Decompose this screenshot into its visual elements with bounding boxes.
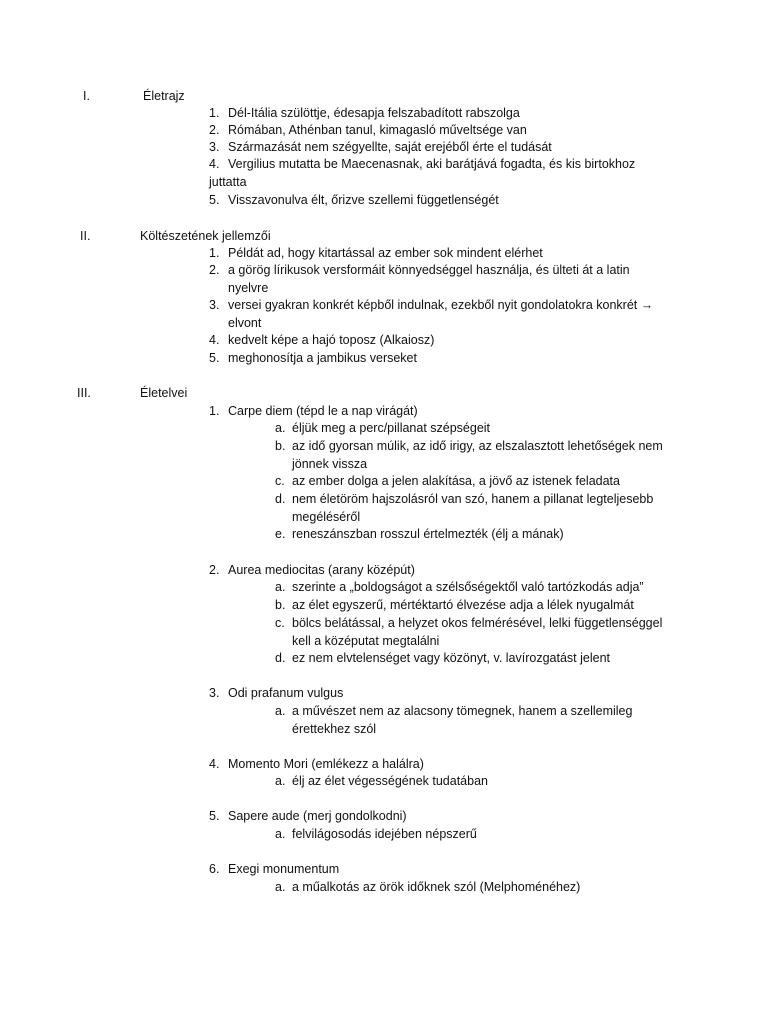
sub-item-letter: a. <box>275 774 286 788</box>
sub-list-item <box>275 650 675 668</box>
item-number: 2. <box>209 263 220 277</box>
sub-item-text: éljük meg a perc/pillanat szépségeit <box>292 421 491 435</box>
item-text: Carpe diem (tépd le a nap virágát) <box>228 404 418 418</box>
sub-item-text: az élet egyszerű, mértéktartó élvezése adja a lélek nyugalmát <box>292 598 634 612</box>
sub-list-item <box>275 597 675 615</box>
section-number: I. <box>83 89 90 103</box>
item-text: versei gyakran konkrét képből indulnak, ezekből nyit gondolatokra konkrét → elvont <box>228 298 654 330</box>
item-number: 5. <box>209 809 220 823</box>
list-item <box>209 562 679 580</box>
item-text: Aurea mediocitas (arany középút) <box>228 563 415 577</box>
item-text: Példát ad, hogy kitartással az ember sok mindent elérhet <box>228 246 543 260</box>
sub-list-item <box>275 491 670 526</box>
item-text: Visszavonulva élt, őrizve szellemi függetlenségét <box>228 193 499 207</box>
sub-item-text: reneszánszban rosszul értelmezték (élj a mának) <box>292 527 564 541</box>
section-title: Életelvei <box>140 386 188 400</box>
item-number: 1. <box>209 404 220 418</box>
item-number: 5. <box>209 193 220 207</box>
sub-item-letter: a. <box>275 827 286 841</box>
sub-list-item <box>275 703 650 738</box>
list-item <box>209 105 679 123</box>
sub-item-text: az idő gyorsan múlik, az idő irigy, az elszalasztott lehetőségek nem jönnek vissza <box>292 439 663 471</box>
sub-list-item <box>275 773 675 791</box>
item-number: 1. <box>209 106 220 120</box>
section-number: II. <box>80 229 91 243</box>
sub-item-letter: b. <box>275 598 286 612</box>
sub-list-item <box>275 526 675 544</box>
sub-item-text: a művészet nem az alacsony tömegnek, hanem a szellemileg érettekhez szól <box>292 704 633 736</box>
item-number: 5. <box>209 351 220 365</box>
item-text: Sapere aude (merj gondolkodni) <box>228 809 407 823</box>
sub-list-item <box>275 420 675 438</box>
section-title: Költészetének jellemzői <box>140 229 271 243</box>
list-item <box>209 297 677 332</box>
list-item <box>209 262 664 297</box>
list-item <box>209 122 679 140</box>
sub-list-item <box>275 826 675 844</box>
sub-item-text: szerinte a „boldogságot a szélsőségektől való tartózkodás adja” <box>292 580 644 594</box>
sub-item-letter: a. <box>275 580 286 594</box>
sub-item-letter: e. <box>275 527 286 541</box>
item-number: 4. <box>209 757 220 771</box>
sub-item-text: felvilágosodás idejében népszerű <box>292 827 477 841</box>
sub-item-text: a műalkotás az örök időknek szól (Melphoménéhez) <box>292 880 581 894</box>
item-text: Rómában, Athénban tanul, kimagasló műveltsége van <box>228 123 527 137</box>
sub-list-item <box>275 579 675 597</box>
item-number: 3. <box>209 686 220 700</box>
sub-list-item <box>275 879 675 897</box>
sub-list-item <box>275 615 675 650</box>
section-number: III. <box>77 386 91 400</box>
list-item <box>209 350 679 368</box>
section-title: Életrajz <box>143 89 185 103</box>
sub-item-letter: a. <box>275 704 286 718</box>
list-item <box>209 685 679 703</box>
sub-list-item <box>275 438 670 473</box>
sub-item-letter: d. <box>275 492 286 506</box>
list-item <box>209 156 669 191</box>
item-number: 1. <box>209 246 220 260</box>
sub-item-text: élj az élet végességének tudatában <box>292 774 488 788</box>
list-item <box>209 403 679 421</box>
sub-item-letter: d. <box>275 651 286 665</box>
item-text: Vergilius mutatta be Maecenasnak, aki barátjává fogadta, és kis birtokhoz juttatta <box>209 157 636 189</box>
sub-list-item <box>275 473 675 491</box>
list-item <box>209 808 679 826</box>
item-number: 2. <box>209 563 220 577</box>
sub-item-text: bölcs belátással, a helyzet okos felmérésével, lelki függetlenséggel kell a középutat megtalálni <box>292 616 663 648</box>
sub-item-letter: a. <box>275 421 286 435</box>
item-number: 2. <box>209 123 220 137</box>
item-text: Dél-Itália szülöttje, édesapja felszabadított rabszolga <box>228 106 520 120</box>
item-text: Exegi monumentum <box>228 862 340 876</box>
sub-item-text: ez nem elvtelenséget vagy közönyt, v. lavírozgatást jelent <box>292 651 610 665</box>
item-text: Odi prafanum vulgus <box>228 686 344 700</box>
item-text: Származását nem szégyellte, saját erejéből érte el tudását <box>228 140 552 154</box>
item-text: a görög lírikusok versformáit könnyedséggel használja, és ülteti át a latin nyelvre <box>228 263 630 295</box>
list-item <box>209 245 679 263</box>
item-number: 3. <box>209 140 220 154</box>
item-text: meghonosítja a jambikus verseket <box>228 351 417 365</box>
item-number: 4. <box>209 157 220 171</box>
item-number: 6. <box>209 862 220 876</box>
item-text: kedvelt képe a hajó toposz (Alkaiosz) <box>228 333 435 347</box>
list-item <box>209 756 679 774</box>
list-item <box>209 332 679 350</box>
item-text: Momento Mori (emlékezz a halálra) <box>228 757 424 771</box>
sub-item-letter: b. <box>275 439 286 453</box>
list-item <box>209 139 679 157</box>
sub-item-text: az ember dolga a jelen alakítása, a jövő az istenek feladata <box>292 474 620 488</box>
sub-item-text: nem életöröm hajszolásról van szó, hanem a pillanat legteljesebb megéléséről <box>292 492 654 524</box>
list-item <box>209 192 679 210</box>
list-item <box>209 861 679 879</box>
item-number: 3. <box>209 298 220 312</box>
sub-item-letter: a. <box>275 880 286 894</box>
item-number: 4. <box>209 333 220 347</box>
sub-item-letter: c. <box>275 474 285 488</box>
sub-item-letter: c. <box>275 616 285 630</box>
